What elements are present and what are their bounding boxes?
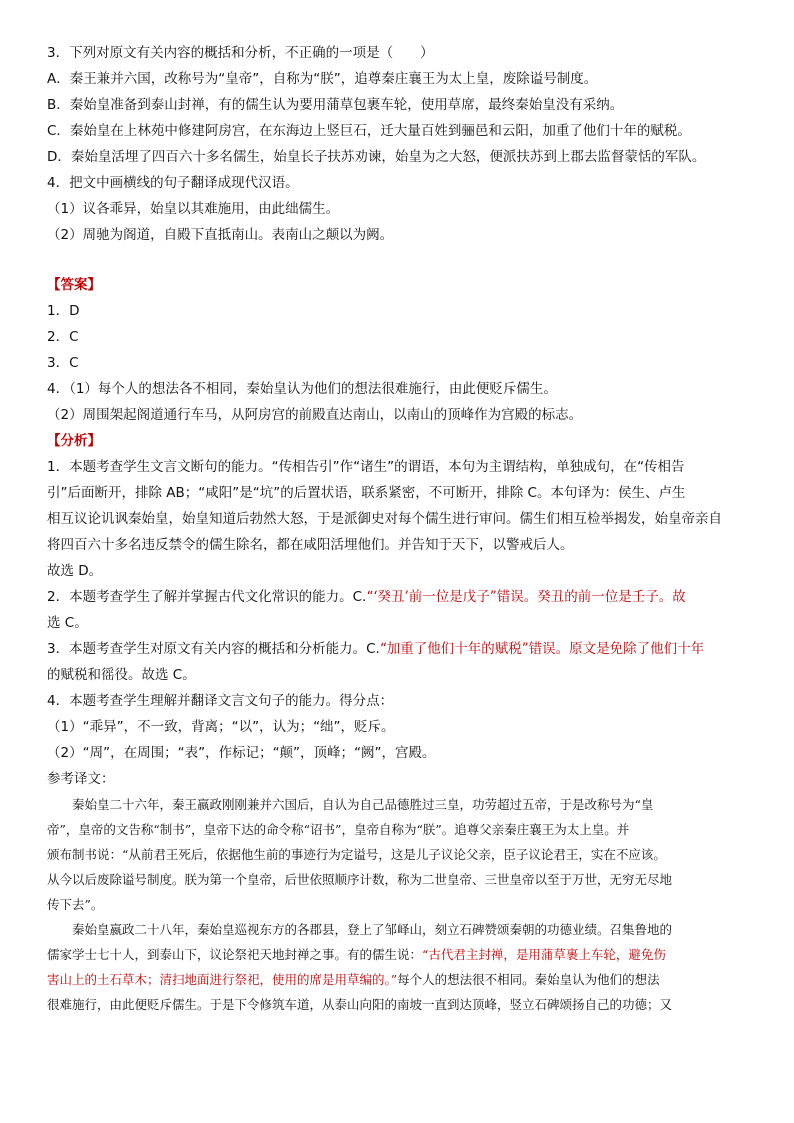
question-3-option-d: D．秦始皇活埋了四百六十多名儒生，始皇长子扶苏劝谏，始皇为之大怒，便派扶苏到上郡去监督蒙恬的军队。 [47,149,706,165]
analysis-block [47,428,753,792]
analysis-2-conclusion: 选 C。 [47,615,88,631]
analysis-3-highlight: “加重了他们十年的赋税”错误。原文是免除了他们十年 [379,641,705,657]
translation-line [47,967,753,992]
reference-translation-heading: 参考译文： [47,771,115,787]
analysis-4-line: 4．本题考查学生理解并翻译文言文句子的能力。得分点： [47,693,394,709]
translation-line: 很难施行，由此便贬斥儒生。于是下令修筑车道，从泰山向阳的南坡一直到达顶峰，竖立石碑颂扬自己的功德；又 [47,997,673,1012]
translation-line: 秦始皇二十六年，秦王嬴政刚刚兼并六国后，自认为自己品德胜过三皇，功劳超过五帝，于是改称号为“皇 [72,797,654,812]
analysis-4-point-2: （2）“周”，在周围；“表”，作标记；“颠”，顶峰；“阙”，宫殿。 [47,745,436,761]
translation-text: 儒家学士七十人，到泰山下，议论祭祀天地封禅之事。有的儒生说： [47,947,423,962]
analysis-1-line: 将四百六十多名违反禁令的儒生除名，都在咸阳活埋他们。并告知于天下，以警戒后人。 [47,537,574,553]
translation-paragraph-1 [47,792,753,917]
analysis-1-conclusion: 故选 D。 [47,563,103,579]
question-3-option-b: B．秦始皇准备到泰山封禅，有的儒生认为要用蒲草包裹车轮，使用草席，最终秦始皇没有采纳。 [47,97,624,113]
question-3-option-c: C．秦始皇在上林苑中修建阿房宫，在东海边上竖巨石，迁大量百姓到骊邑和云阳，加重了他们十年的赋税。 [47,123,691,139]
translation-text: 每个人的想法很不相同。秦始皇认为他们的想法 [397,972,660,987]
answer-3: 3．C [47,355,79,371]
question-4-item-1: （1）议各乖异，始皇以其难施用，由此绌儒生。 [47,201,340,217]
analysis-4-point-1: （1）“乖异”，不一致，背离；“以”，认为；“绌”，贬斥。 [47,719,395,735]
translation-line: 传下去”。 [47,897,104,912]
question-3-option-a: A．秦王兼并六国，改称号为“皇帝”，自称为“朕”，追尊秦庄襄王为太上皇，废除谥号制度。 [47,71,598,87]
question-3-stem: 3．下列对原文有关内容的概括和分析，不正确的一项是（ ） [47,45,434,61]
translation-line: 帝”，皇帝的文告称“制书”，皇帝下达的命令称“诏书”，皇帝自称为“朕”。追尊父亲秦庄襄王为太上皇。并 [47,822,630,837]
analysis-1-line: 相互议论讥讽秦始皇，始皇知道后勃然大怒，于是派御史对每个儒生进行审问。儒生们相互检举揭发，始皇帝亲自 [47,511,722,527]
translation-highlight: 害山上的土石草木；清扫地面进行祭祀，使用的席是用草编的。” [47,972,398,987]
translation-line: 秦始皇嬴政二十八年，秦始皇巡视东方的各郡县，登上了邹峄山，刻立石碑赞颂秦朝的功德业绩。召集鲁地的 [72,922,673,937]
question-4-item-2: （2）周驰为阁道，自殿下直抵南山。表南山之颠以为阙。 [47,227,394,243]
document-page [47,40,753,1017]
question-4-stem: 4．把文中画横线的句子翻译成现代汉语。 [47,175,299,191]
analysis-1-line: 1．本题考查学生文言文断句的能力。“传相告引”作“诸生”的谓语，本句为主谓结构，单独成句，在“传相告 [47,459,685,475]
reference-translation [47,792,753,1017]
analysis-1-line: 引”后面断开，排除 AB；“咸阳”是“坑”的后置状语，联系紧密，不可断开，排除 C。本句译为：侯生、卢生 [47,485,686,501]
analysis-3-line [47,636,753,662]
analysis-2-highlight: “‘癸丑’前一位是戊子”错误。癸丑的前一位是壬子。故 [366,589,686,605]
translation-line: 颁布制书说：“从前君王死后，依据他生前的事迹行为定谥号，这是儿子议论父亲，臣子议论君王，实在不应该。 [47,847,666,862]
translation-highlight: “古代君主封禅，是用蒲草裹上车轮，避免伤 [422,947,666,962]
answer-1: 1．D [47,303,80,319]
analysis-heading: 【分析】 [47,433,101,449]
analysis-2-line [47,584,753,610]
question-block [47,40,753,248]
answer-heading: 【答案】 [47,277,101,293]
answer-block [47,272,753,428]
answer-4-item-1: 4．（1）每个人的想法各不相同，秦始皇认为他们的想法很难施行，由此便贬斥儒生。 [47,381,557,397]
translation-paragraph-2 [47,917,753,1017]
analysis-3-intro: 3．本题考查学生对原文有关内容的概括和分析能力。C. [47,641,380,657]
analysis-2-intro: 2．本题考查学生了解并掌握古代文化常识的能力。C. [47,589,367,605]
answer-4-item-2: （2）周围架起阁道通行车马，从阿房宫的前殿直达南山，以南山的顶峰作为宫殿的标志。 [47,407,583,423]
translation-line [47,942,753,967]
analysis-3-conclusion: 的赋税和徭役。故选 C。 [47,667,196,683]
translation-line: 从今以后废除谥号制度。朕为第一个皇帝，后世依照顺序计数，称为二世皇帝、三世皇帝以至于万世，无穷无尽地 [47,872,673,887]
answer-2: 2．C [47,329,79,345]
